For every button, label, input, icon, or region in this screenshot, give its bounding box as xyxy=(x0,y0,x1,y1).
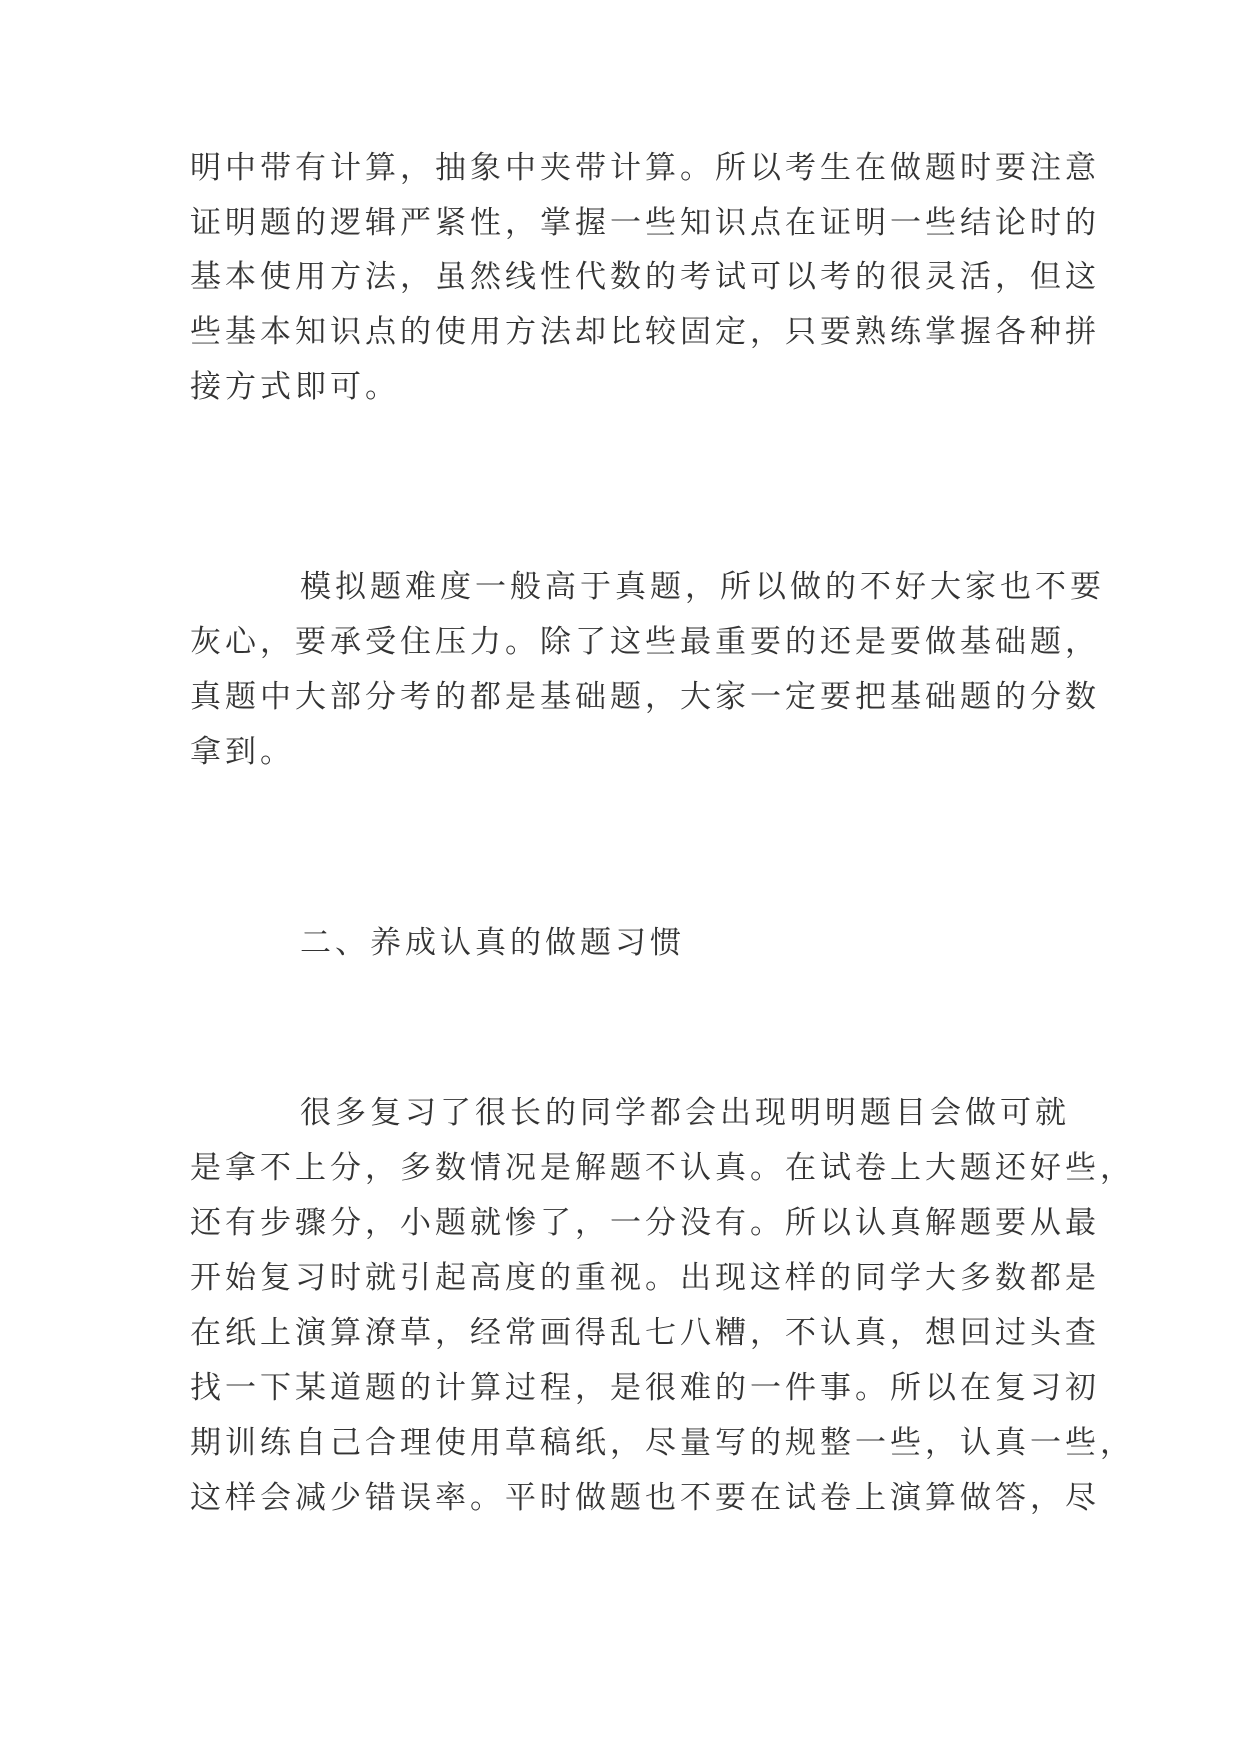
text-line: 模拟题难度一般高于真题，所以做的不好大家也不要 xyxy=(300,569,1105,605)
text-line: 找一下某道题的计算过程，是很难的一件事。所以在复习初 xyxy=(190,1370,1100,1406)
text-line: 灰心，要承受住压力。除了这些最重要的还是要做基础题， xyxy=(190,624,1100,660)
text-line: 些基本知识点的使用方法却比较固定，只要熟练掌握各种拼 xyxy=(190,314,1100,350)
text-line: 期训练自己合理使用草稿纸，尽量写的规整一些，认真一些， xyxy=(190,1425,1135,1461)
text-line: 基本使用方法，虽然线性代数的考试可以考的很灵活，但这 xyxy=(190,259,1100,295)
text-line: 这样会减少错误率。平时做题也不要在试卷上演算做答，尽 xyxy=(190,1480,1100,1516)
text-line: 明中带有计算，抽象中夹带计算。所以考生在做题时要注意 xyxy=(190,150,1100,186)
section-heading: 二、养成认真的做题习惯 xyxy=(300,925,685,961)
text-line: 在纸上演算潦草，经常画得乱七八糟，不认真，想回过头查 xyxy=(190,1315,1100,1351)
text-line: 是拿不上分，多数情况是解题不认真。在试卷上大题还好些， xyxy=(190,1150,1135,1186)
text-line: 证明题的逻辑严紧性，掌握一些知识点在证明一些结论时的 xyxy=(190,205,1100,241)
text-line: 很多复习了很长的同学都会出现明明题目会做可就 xyxy=(300,1095,1070,1131)
text-line: 拿到。 xyxy=(190,734,295,770)
text-line: 还有步骤分，小题就惨了，一分没有。所以认真解题要从最 xyxy=(190,1205,1100,1241)
text-line: 真题中大部分考的都是基础题，大家一定要把基础题的分数 xyxy=(190,679,1100,715)
text-line: 开始复习时就引起高度的重视。出现这样的同学大多数都是 xyxy=(190,1260,1100,1296)
text-line: 接方式即可。 xyxy=(190,369,400,405)
